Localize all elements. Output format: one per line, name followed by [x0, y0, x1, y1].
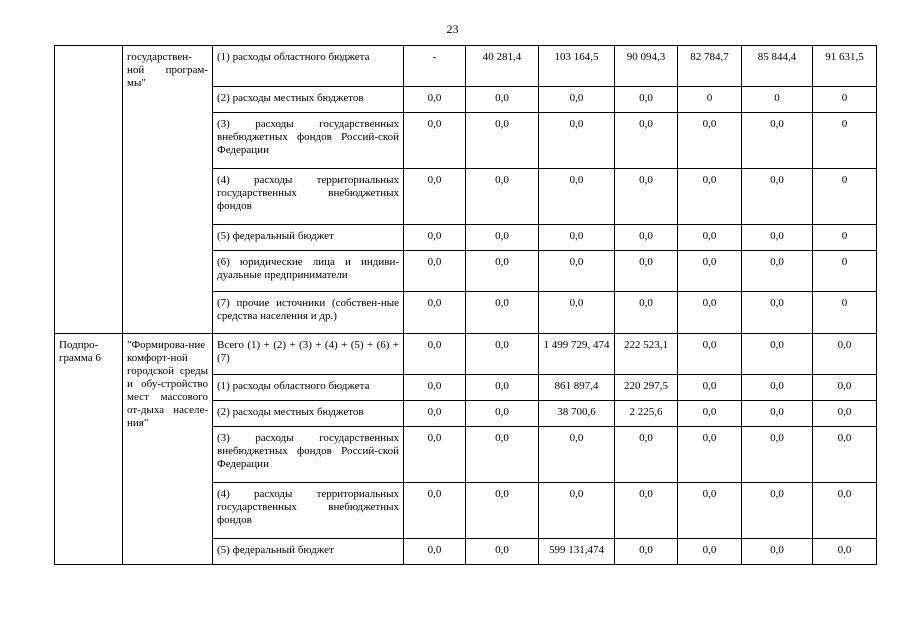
value-cell: 0,0 [678, 483, 742, 539]
value-cell: 0,0 [615, 225, 678, 251]
source-cell: (2) расходы местных бюджетов [213, 401, 404, 427]
value-cell: 0,0 [404, 334, 466, 375]
value-cell: 0,0 [404, 87, 466, 113]
value-cell: 0,0 [678, 169, 742, 225]
value-cell: 0,0 [466, 334, 539, 375]
value-cell: 0,0 [539, 251, 615, 292]
value-cell: 0,0 [742, 427, 813, 483]
value-cell: 0,0 [404, 427, 466, 483]
value-cell: 0,0 [615, 169, 678, 225]
value-cell: 0,0 [615, 292, 678, 334]
value-cell: 0,0 [678, 539, 742, 565]
value-cell: 0,0 [404, 539, 466, 565]
source-cell: (2) расходы местных бюджетов [213, 87, 404, 113]
source-cell: (4) расходы территориальных государственных внебюджетных фондов [213, 169, 404, 225]
value-cell: 0 [813, 225, 877, 251]
value-cell: 0,0 [466, 483, 539, 539]
value-cell: 0,0 [539, 169, 615, 225]
value-cell: 0,0 [539, 225, 615, 251]
value-cell: 1 499 729, 474 [539, 334, 615, 375]
value-cell: 0,0 [742, 334, 813, 375]
value-cell: 0,0 [678, 375, 742, 401]
value-cell: 0,0 [678, 334, 742, 375]
value-cell: 85 844,4 [742, 46, 813, 87]
value-cell: 0,0 [466, 225, 539, 251]
value-cell: 0,0 [404, 169, 466, 225]
value-cell: 0 [813, 169, 877, 225]
value-cell: 0,0 [466, 539, 539, 565]
value-cell: 0,0 [742, 225, 813, 251]
value-cell: 0,0 [678, 251, 742, 292]
value-cell: 0,0 [615, 427, 678, 483]
value-cell: 0,0 [678, 225, 742, 251]
value-cell: 0 [813, 251, 877, 292]
value-cell: 220 297,5 [615, 375, 678, 401]
value-cell: 0 [678, 87, 742, 113]
value-cell: 0,0 [678, 113, 742, 169]
page-number: 23 [446, 22, 459, 36]
value-cell: 861 897,4 [539, 375, 615, 401]
value-cell: 0,0 [539, 87, 615, 113]
value-cell: 0 [813, 113, 877, 169]
value-cell: 0,0 [466, 169, 539, 225]
budget-table [54, 45, 877, 565]
value-cell: 0,0 [404, 375, 466, 401]
source-cell: (7) прочие источники (собствен-ные средства населения и др.) [213, 292, 404, 334]
value-cell: 0,0 [466, 427, 539, 483]
value-cell: 0,0 [539, 483, 615, 539]
source-cell: (3) расходы государственных внебюджетных фондов Россий-ской Федерации [213, 427, 404, 483]
value-cell: 0,0 [813, 427, 877, 483]
value-cell: 0 [813, 292, 877, 334]
value-cell: 0,0 [466, 292, 539, 334]
value-cell: 0,0 [466, 87, 539, 113]
source-cell: (6) юридические лица и индиви-дуальные предприниматели [213, 251, 404, 292]
value-cell: 0,0 [615, 483, 678, 539]
value-cell: 0,0 [404, 113, 466, 169]
value-cell: 0,0 [466, 401, 539, 427]
program-name-cell: "Формирова-ние комфорт-ной городской среды и обу-стройство мест массового от-дыха населе-ния" [123, 334, 213, 565]
value-cell: 0,0 [615, 251, 678, 292]
value-cell: 0,0 [404, 251, 466, 292]
value-cell: 0,0 [742, 375, 813, 401]
source-cell: (4) расходы территориальных государственных внебюджетных фондов [213, 483, 404, 539]
value-cell: 0 [813, 87, 877, 113]
source-cell: (1) расходы областного бюджета [213, 46, 404, 87]
value-cell: 0,0 [404, 401, 466, 427]
value-cell: 0,0 [678, 427, 742, 483]
value-cell: 103 164,5 [539, 46, 615, 87]
value-cell: 0,0 [404, 483, 466, 539]
value-cell: 2 225,6 [615, 401, 678, 427]
value-cell: 0,0 [539, 292, 615, 334]
value-cell: 0,0 [742, 169, 813, 225]
program-name-cell: государствен-ной програм-мы" [123, 46, 213, 334]
value-cell: 38 700,6 [539, 401, 615, 427]
value-cell: 40 281,4 [466, 46, 539, 87]
value-cell: 0,0 [404, 225, 466, 251]
value-cell: 599 131,474 [539, 539, 615, 565]
value-cell: 0,0 [742, 251, 813, 292]
program-cell: Подпро-грамма 6 [55, 334, 123, 565]
source-cell: Всего (1) + (2) + (3) + (4) + (5) + (6) + (7) [213, 334, 404, 375]
value-cell: 0,0 [615, 539, 678, 565]
program-cell [55, 46, 123, 334]
value-cell: 0,0 [813, 483, 877, 539]
value-cell: 91 631,5 [813, 46, 877, 87]
source-cell: (5) федеральный бюджет [213, 539, 404, 565]
value-cell: 0,0 [615, 87, 678, 113]
value-cell: 0,0 [466, 251, 539, 292]
value-cell: 0,0 [813, 539, 877, 565]
table-row [55, 46, 877, 87]
value-cell: 0,0 [742, 292, 813, 334]
value-cell: 82 784,7 [678, 46, 742, 87]
source-cell: (3) расходы государственных внебюджетных фондов Россий-ской Федерации [213, 113, 404, 169]
value-cell: 0,0 [615, 113, 678, 169]
value-cell: 0 [742, 87, 813, 113]
value-cell: 0,0 [742, 539, 813, 565]
value-cell: 0,0 [742, 113, 813, 169]
value-cell: 0,0 [539, 113, 615, 169]
value-cell: 0,0 [742, 483, 813, 539]
value-cell: 0,0 [678, 401, 742, 427]
value-cell: 0,0 [539, 427, 615, 483]
value-cell: 0,0 [813, 334, 877, 375]
value-cell: 90 094,3 [615, 46, 678, 87]
source-cell: (1) расходы областного бюджета [213, 375, 404, 401]
source-cell: (5) федеральный бюджет [213, 225, 404, 251]
value-cell: 0,0 [466, 113, 539, 169]
value-cell: 0,0 [466, 375, 539, 401]
value-cell: 0,0 [742, 401, 813, 427]
value-cell: 0,0 [404, 292, 466, 334]
value-cell: - [404, 46, 466, 87]
value-cell: 0,0 [813, 375, 877, 401]
value-cell: 0,0 [813, 401, 877, 427]
table-row [55, 334, 877, 375]
value-cell: 0,0 [678, 292, 742, 334]
value-cell: 222 523,1 [615, 334, 678, 375]
